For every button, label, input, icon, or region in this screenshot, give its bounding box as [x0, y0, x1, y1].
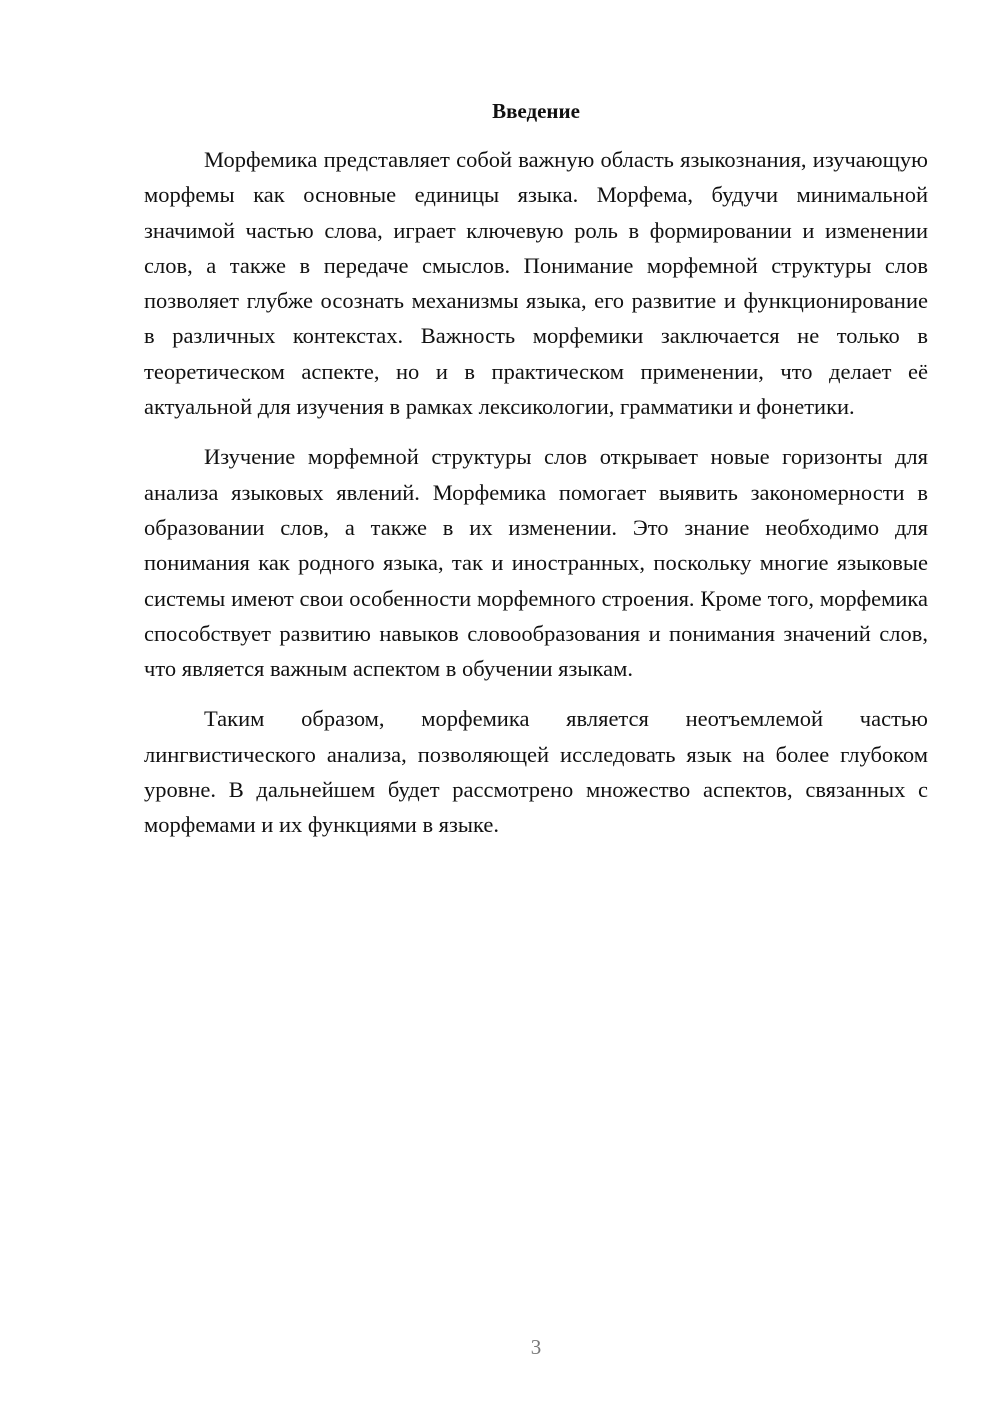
paragraph-2: Изучение морфемной структуры слов открывает новые горизонты для анализа языковых явлений. Морфемика помогает выявить закономерности в образовании слов, а также в их изменении. Это знание необходимо для понимания как родного языка, так и иностранных, поскольку многие языковые системы имеют свои особенности морфемного строения. Кроме того, морфемика способствует развитию навыков словообразования и понимания значений слов, что является важным аспектом в обучении языкам.: [144, 444, 928, 682]
page-number: 3: [530, 1335, 542, 1359]
paragraph-1: Морфемика представляет собой важную область языкознания, изучающую морфемы как основные единицы языка. Морфема, будучи минимальной значимой частью слова, играет ключевую роль в формировании и изменении слов, а также в передаче смыслов. Понимание морфемной структуры слов позволяет глубже осознать механизмы языка, его развитие и функционирование в различных контекстах. Важность морфемики заключается не только в теоретическом аспекте, но и в практическом применении, что делает её актуальной для изучения в рамках лексикологии, грамматики и фонетики.: [144, 147, 928, 420]
page-title: Введение: [492, 99, 580, 123]
paragraph-3: Таким образом, морфемика является неотъемлемой частью лингвистического анализа, позволяющей исследовать язык на более глубоком уровне. В дальнейшем будет рассмотрено множество аспектов, связанных с морфемами и их функциями в языке.: [144, 706, 928, 838]
document-body: [144, 142, 928, 858]
